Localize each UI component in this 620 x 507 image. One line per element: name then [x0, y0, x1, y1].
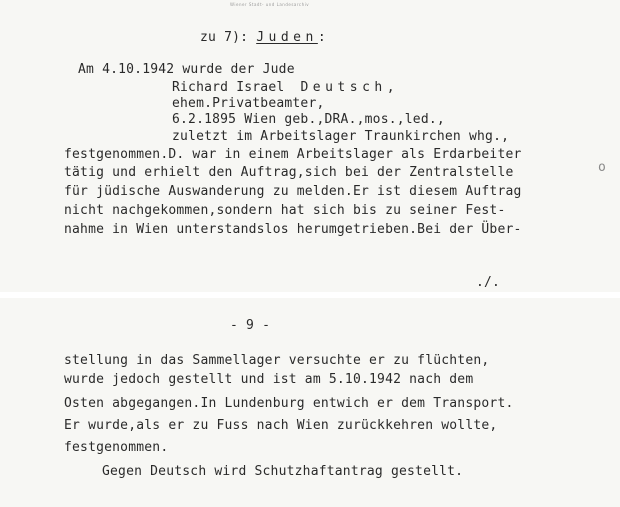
heading-prefix: zu 7):	[200, 30, 249, 45]
text-line: stellung in das Sammellager versuchte er zu flüchten,	[64, 353, 490, 368]
text-line: Am 4.10.1942 wurde der Jude	[78, 62, 295, 77]
text-line: festgenommen.D. war in einem Arbeitslager als Erdarbeiter	[64, 147, 522, 162]
heading-suffix: :	[317, 30, 326, 45]
text-line: zuletzt im Arbeitslager Traunkirchen whg.,	[172, 129, 510, 144]
text-line: nicht nachgekommen,sondern hat sich bis zu seiner Fest-	[64, 203, 506, 218]
text-line: Osten abgegangen.In Lundenburg entwich er dem Transport.	[64, 396, 514, 411]
text-line: für jüdische Auswanderung zu melden.Er ist diesem Auftrag	[64, 184, 522, 199]
name-surname: Deutsch,	[300, 80, 400, 95]
page-number: - 9 -	[230, 318, 271, 333]
closing-line: Gegen Deutsch wird Schutzhaftantrag gestellt.	[102, 464, 464, 479]
continuation-mark: ./.	[476, 275, 501, 290]
text-line: nahme in Wien unterstandslos herumgetrieben.Bei der Über-	[64, 222, 522, 237]
text-line: 6.2.1895 Wien geb.,DRA.,mos.,led.,	[172, 112, 445, 127]
text-line: tätig und erhielt den Auftrag,sich bei der Zentralstelle	[64, 165, 514, 180]
margin-mark: o	[598, 160, 606, 175]
heading	[200, 30, 326, 46]
name-given: Richard Israel	[172, 80, 285, 95]
text-line: wurde jedoch gestellt und ist am 5.10.1942 nach dem	[64, 372, 474, 387]
text-line: ehem.Privatbeamter,	[172, 96, 325, 111]
text-line: Er wurde,als er zu Fuss nach Wien zurückkehren wollte,	[64, 418, 498, 433]
text-line: festgenommen.	[64, 440, 169, 455]
name-line	[172, 80, 399, 96]
archive-header-strip: Wiener Stadt- und Landesarchiv	[230, 2, 310, 7]
heading-word: Juden	[256, 30, 318, 45]
